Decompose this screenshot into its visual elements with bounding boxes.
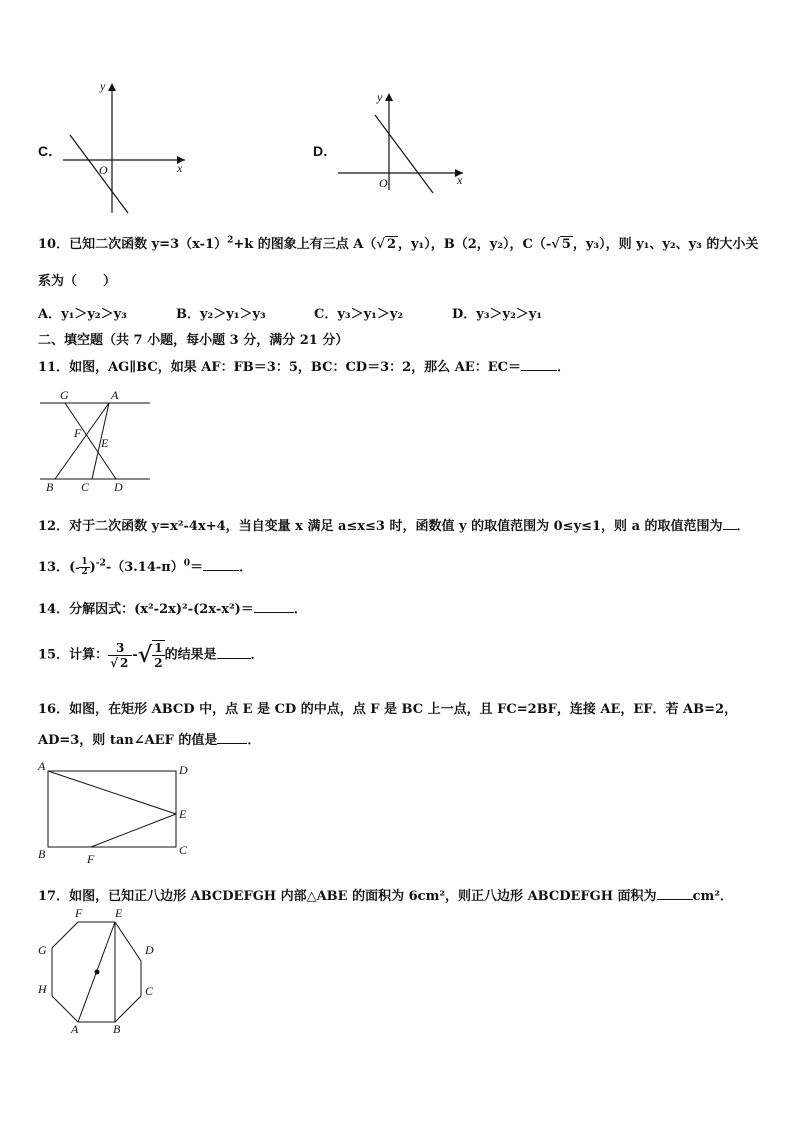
rectangle-abcd xyxy=(48,771,176,847)
fraction-1: $\frac{3}{√ 2}$ xyxy=(108,641,132,670)
label-a: A xyxy=(111,388,119,402)
q10-option-d: D．y₃＞y₂＞y₁ xyxy=(452,307,543,322)
sqrt-icon: √ xyxy=(376,237,385,252)
question-13: 13．(- $\frac{1}{2}$ )$^{-2}-(3.14-\pi)^0=$ ． xyxy=(38,557,253,577)
label-f: F xyxy=(75,906,83,920)
y-arrow-icon xyxy=(108,83,116,91)
answer-blank xyxy=(217,646,251,659)
label-h: H xyxy=(38,982,47,996)
label-d: D xyxy=(179,763,188,777)
segment-gd xyxy=(65,403,116,479)
section-heading: 二、填空题（共 7 小题，每小题 3 分，满分 21 分） xyxy=(38,333,349,348)
sqrt-icon: √ xyxy=(137,642,153,668)
answer-blank xyxy=(521,358,557,371)
label-c: C xyxy=(179,843,188,857)
label-e: E xyxy=(101,436,109,450)
option-c-graph xyxy=(55,75,205,220)
label-f: F xyxy=(87,852,95,866)
x-axis-label: x xyxy=(177,161,183,175)
origin-label: O xyxy=(379,176,388,190)
label-a: A xyxy=(71,1022,79,1035)
question-16-line1: 16．如图，在矩形 ABCD 中，点 E 是 CD 的中点，点 F 是 BC 上一点，且 FC=2BF，连接 AE，EF．若 AB=2， xyxy=(38,702,738,717)
fraction: $\frac{1}{2}$ xyxy=(81,557,88,577)
question-11: 11．如图，AG∥BC，如果 AF：FB＝3：5，BC：CD＝3：2，那么 AE：EC＝ ． xyxy=(38,360,570,375)
origin-label: O xyxy=(99,163,108,177)
sqrt-icon: √ xyxy=(551,237,560,252)
question-12: 12．对于二次函数 y=x²-4x+4，当自变量 x 满足 a≤x≤3 时，函数值 y 的取值范围为 0≤y≤1，则 a 的取值范围为 ． xyxy=(38,519,750,534)
q10-option-a: A．y₁＞y₂＞y₃ xyxy=(38,307,127,322)
label-c: C xyxy=(81,480,90,494)
label-e: E xyxy=(179,807,187,821)
option-c-label: C． xyxy=(38,143,63,159)
option-d-graph xyxy=(333,85,483,195)
label-b: B xyxy=(46,480,54,494)
answer-blank xyxy=(217,731,247,744)
label-b: B xyxy=(38,847,46,861)
label-c: C xyxy=(145,984,154,998)
label-a: A xyxy=(38,759,46,773)
q17-octagon-figure xyxy=(33,905,163,1035)
question-16-line2: AD=3，则 tan∠AEF 的值是 ． xyxy=(38,733,261,748)
label-d: D xyxy=(114,480,123,494)
sqrt-icon: √ xyxy=(110,655,118,670)
label-d: D xyxy=(145,943,154,957)
answer-blank xyxy=(254,600,294,613)
q11-figure xyxy=(38,385,153,495)
question-17: 17．如图，已知正八边形 ABCDEFGH 内部△ABE 的面积为 6cm²，则正八边形 ABCDEFGH 面积为 cm²． xyxy=(38,889,733,904)
label-g: G xyxy=(60,388,69,402)
label-b: B xyxy=(113,1022,121,1035)
answer-blank xyxy=(203,558,239,571)
q16-figure xyxy=(35,758,195,868)
option-d-label: D． xyxy=(313,143,338,159)
answer-blank xyxy=(657,887,693,900)
y-arrow-icon xyxy=(385,93,393,101)
y-axis-label: y xyxy=(377,90,383,104)
label-e: E xyxy=(115,906,123,920)
label-f: F xyxy=(74,426,82,440)
fraction-2: $\frac{1}{2}$ xyxy=(154,641,163,670)
q10-option-b: B．y₂＞y₁＞y₃ xyxy=(176,307,266,322)
answer-blank xyxy=(723,517,737,530)
question-10: 10．已知二次函数 $y=3(x-1)^2+k$ 的图象上有三点 A（√ 2 ，y₁），B（2，y₂），C（-√ 5 ，y₃），则 y₁、y₂、y₃ 的大小关 xyxy=(38,235,759,252)
question-14: 14．分解因式：(x²-2x)²-(2x-x²)＝ ． xyxy=(38,602,307,617)
center-dot-icon xyxy=(95,970,100,975)
question-10-line2: 系为（ ） xyxy=(38,274,117,289)
label-g: G xyxy=(38,943,47,957)
y-axis-label: y xyxy=(100,79,106,93)
x-axis-label: x xyxy=(457,173,463,187)
question-15: 15．计算： $\frac{3}{√ 2}$ -√ $\frac{1}{2}$ 的结果是 ． xyxy=(38,640,264,670)
q10-option-c: C．y₃＞y₁＞y₂ xyxy=(314,307,404,322)
segment-ae xyxy=(48,771,176,814)
segment-fe xyxy=(91,814,176,847)
